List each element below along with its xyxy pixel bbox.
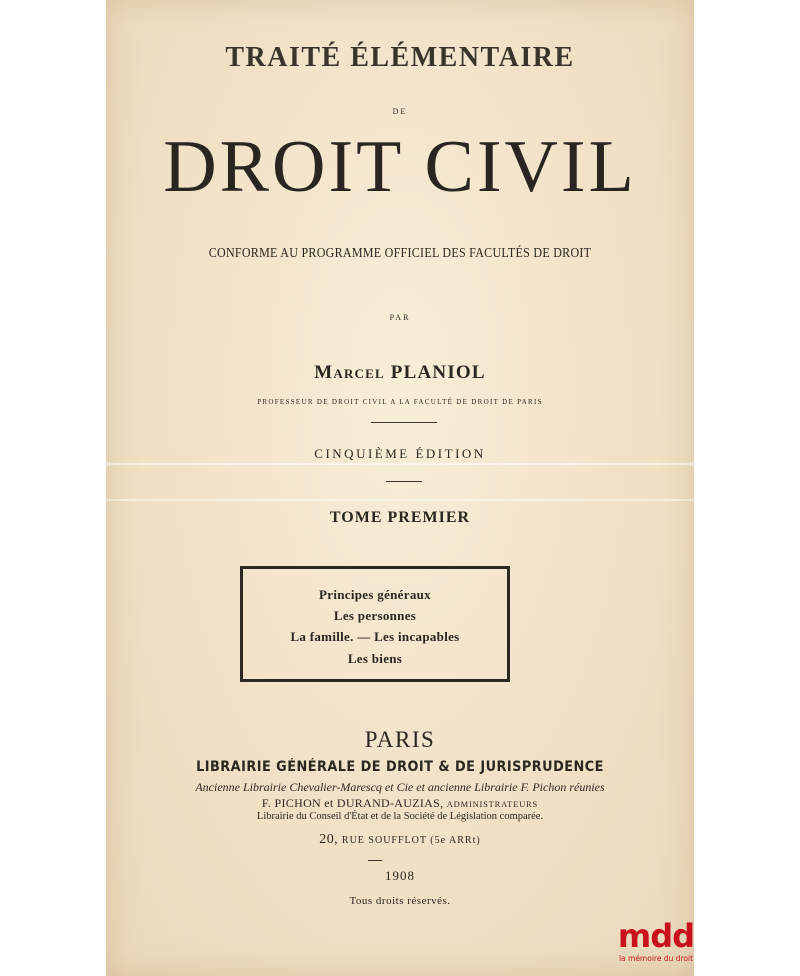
- publisher-address: [106, 832, 694, 848]
- subtitle: CONFORME AU PROGRAMME OFFICIEL DES FACULTÉS DE DROIT: [208, 246, 592, 261]
- publisher-directors: [106, 796, 694, 811]
- contents-item: Les biens: [347, 651, 403, 666]
- rights-notice: Tous droits réservés.: [349, 895, 451, 907]
- book-title-page: [106, 0, 694, 976]
- contents-item: La famille. — Les incapables: [290, 629, 460, 644]
- address-number: 20,: [319, 832, 338, 847]
- directors-names: F. PICHON et DURAND-AUZIAS,: [261, 796, 444, 810]
- mdd-logo: [612, 917, 700, 976]
- main-title: DROIT CIVIL: [163, 126, 637, 208]
- publisher-former: Ancienne Librairie Chevalier-Marescq et Cie et ancienne Librairie F. Pichon réunies: [195, 780, 605, 794]
- divider: [386, 481, 422, 482]
- contents-box: [240, 566, 510, 682]
- edition: CINQUIÈME ÉDITION: [314, 446, 486, 461]
- title-line-1: TRAITÉ ÉLÉMENTAIRE: [225, 42, 575, 73]
- address-street: RUE SOUFFLOT (5e ARRt): [341, 835, 481, 846]
- title-connector: DE: [392, 107, 408, 116]
- divider: [368, 860, 382, 861]
- paper-crease: [106, 499, 694, 501]
- publisher-city: PARIS: [364, 727, 436, 752]
- publisher-council: Librairie du Conseil d'État et de la Société de Législation comparée.: [256, 811, 544, 822]
- logo-tagline: la mémoire du droit: [618, 954, 694, 963]
- contents-item: Les personnes: [333, 608, 417, 623]
- by-label: PAR: [389, 313, 411, 322]
- contents-item: Principes généraux: [319, 587, 431, 602]
- directors-role: ADMINISTRATEURS: [446, 799, 539, 809]
- volume-label: TOME PREMIER: [329, 509, 471, 526]
- author-name: Marcel PLANIOL: [314, 362, 486, 383]
- paper-crease: [106, 463, 694, 465]
- publisher-name: LIBRAIRIE GÉNÉRALE DE DROIT & DE JURISPRUDENCE: [196, 759, 604, 775]
- author-title: PROFESSEUR DE DROIT CIVIL A LA FACULTÉ DE DROIT DE PARIS: [257, 398, 543, 406]
- divider: [371, 422, 437, 423]
- publication-year: 1908: [385, 868, 415, 883]
- logo-text: mdd: [617, 917, 695, 955]
